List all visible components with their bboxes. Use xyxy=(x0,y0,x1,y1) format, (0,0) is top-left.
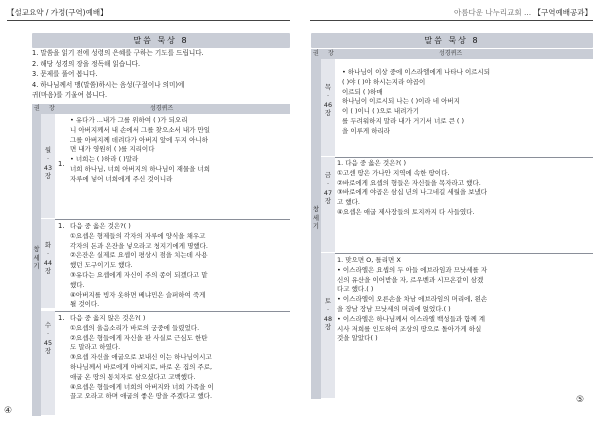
quiz-line: ①요셉은 형제들의 각자의 자루에 양식을 채우고 xyxy=(70,231,206,240)
quiz-line: 시사 저희를 인도하여 조상의 땅으로 돌아가게 하실 xyxy=(337,324,482,333)
quiz-line: 니 아버지께서 내 손에서 그를 찾으소서 내가 만일 xyxy=(70,125,211,134)
quiz-line: 다음 중 옳지 않은 것은?( ) xyxy=(70,314,146,322)
quiz-line: ③유다는 요셉에게 자신이 주의 종이 되겠다고 맡 xyxy=(70,270,208,279)
day-cell-thu xyxy=(321,59,335,157)
quiz-line: ②은잔은 실제로 요셉이 평상시 점을 치는데 사용 xyxy=(70,251,208,260)
question-number: 1. xyxy=(58,222,65,230)
quiz-line: 했던 도구이기도 했다. xyxy=(70,261,133,270)
quiz-line: • 이스라엘은 하나님께서 이스라엘 백성들과 함께 계 xyxy=(337,314,486,323)
quiz-line: • 유다가 ...내가 그를 위하여 ( )가 되오리 xyxy=(70,116,188,124)
right-section-title: 말씀 묵상 8 xyxy=(311,33,593,48)
intro-line: 1. 말씀을 읽기 전에 성령의 은혜를 구하는 기도를 드립니다. xyxy=(32,49,204,57)
quiz-line: 면 내가 영원히 ( )를 지리이다 xyxy=(70,145,155,154)
quiz-line: 이 ( )이니 ( )으로 내려가기 xyxy=(342,107,419,116)
quiz-line: 그를 아버지께 데려다가 아버지 앞에 두지 아니하 xyxy=(70,135,208,144)
quiz-line: • 이스라엘은 요셉의 두 아들 에브라임과 므낫세를 자 xyxy=(337,265,488,274)
quiz-content-tue xyxy=(70,222,208,310)
quiz-line: 다음 중 옳은 것은?( ) xyxy=(70,222,131,230)
intro-line: 4. 하나님께서 맹(말씀)하시는 음성(구절이나 의미)에 xyxy=(32,80,185,89)
column-jang: 장 xyxy=(49,105,55,112)
header-right-title: 【구역예배공과】 xyxy=(533,8,592,17)
quiz-content-fri xyxy=(337,159,487,218)
quiz-line: 신의 유산을 이어받을 자, 르우벤과 시므온같이 삼겠 xyxy=(337,275,484,284)
quiz-line: 자루에 넣어 너희에게 주신 것이니라 xyxy=(70,174,173,183)
quiz-content-thu xyxy=(342,68,490,137)
question-number: 1. xyxy=(58,160,65,168)
left-intro-instructions xyxy=(32,48,290,101)
column-quiz: 성경퀴즈 xyxy=(439,50,463,57)
right-column-header xyxy=(311,49,593,59)
question-number: 1. xyxy=(58,314,65,322)
day-label: 수 · 45 장 xyxy=(43,321,53,356)
header-right xyxy=(454,7,592,18)
column-jang: 장 xyxy=(328,50,334,57)
quiz-line: ③바로에게 야곱은 삼십 년의 나그네길 세월을 보냈다 xyxy=(337,188,488,197)
quiz-line: ③요셉 자신을 애굽으로 보내신 이는 하나님이시고 xyxy=(70,353,212,362)
left-page-number: ④ xyxy=(4,406,13,416)
day-label: 월 · 43 장 xyxy=(43,146,53,181)
quiz-content-sat xyxy=(337,256,487,344)
quiz-line: 을 이루게 하리라 xyxy=(342,126,391,135)
row-divider xyxy=(335,253,593,254)
day-cell-fri xyxy=(321,157,335,253)
quiz-content-mon xyxy=(70,116,210,185)
quiz-line: 것을 알았다( ) xyxy=(337,334,378,343)
quiz-line: 너희 하나님, 너희 아버지의 하나님이 재물을 너희 xyxy=(70,164,211,173)
header-rule-right xyxy=(310,20,593,21)
row-divider xyxy=(55,311,290,312)
day-label: 금 · 47 장 xyxy=(323,171,333,206)
quiz-line: 도 말라고 하였다. xyxy=(70,343,121,352)
right-book-label: 창 세 기 xyxy=(312,205,320,231)
quiz-line: ①고센 땅은 가나안 지역에 속한 땅이다. xyxy=(337,168,450,177)
quiz-line: • 하나님이 이상 중에 이스라엘에게 나타나 이르시되 xyxy=(342,68,491,76)
quiz-line: 각자의 돈과 은잔을 넣으라고 청지기에게 명했다. xyxy=(70,241,208,250)
header-church-name: 아름다운 나누리교회 ... xyxy=(454,8,532,17)
quiz-line: ②요셉은 형들에게 자신을 판 사실로 근심도 한탄 xyxy=(70,333,208,342)
quiz-line: 하나님께서 바로에게 아버지로, 바로 온 집의 주로, xyxy=(70,362,213,371)
quiz-line: 를 두려워하지 말라 내가 거기서 너로 큰 ( ) xyxy=(342,116,465,125)
left-section-title: 말씀 묵상 8 xyxy=(32,33,290,48)
quiz-line: 을 장남 장남 므낫세의 머리에 얹었다.( ) xyxy=(337,304,451,313)
day-cell-mon xyxy=(41,114,55,219)
row-divider xyxy=(55,219,290,220)
quiz-line: ④요셉은 형들에게 너희의 아버지와 너희 가족을 이 xyxy=(70,382,214,391)
left-book-label: 창 세 기 xyxy=(33,245,40,271)
quiz-line: ④요셉은 애굽 제사장들의 토지까지 다 사들였다. xyxy=(337,207,475,216)
header-rule-left xyxy=(7,20,290,21)
quiz-line: ①요셉의 울음소리가 바로의 궁중에 들렸었다. xyxy=(70,323,200,332)
quiz-line: 끌고 오라고 하며 애굽의 좋은 땅을 주겠다고 했다. xyxy=(70,392,213,401)
quiz-line: 고 했다. xyxy=(337,198,360,207)
quiz-line: 1. 맞으면 O, 틀리면 X xyxy=(337,256,401,264)
intro-line: 귀(마음)를 기울여 봅니다. xyxy=(32,91,108,100)
quiz-line: 하나님이 이르시되 나는 ( )이라 네 아버지 xyxy=(342,97,460,106)
quiz-line: 다고 했다.( ) xyxy=(337,285,374,294)
quiz-line: • 너희는 ( )하라 ( )말라 xyxy=(70,155,139,164)
quiz-line: 될 것이다. xyxy=(70,300,100,309)
day-label: 목 · 46 장 xyxy=(323,83,333,118)
intro-line: 2. 해당 성경의 장을 정독해 읽습니다. xyxy=(32,59,141,68)
quiz-line: ④아버지를 빙자 옷하면 베냐민은 슬퍼하여 죽게 xyxy=(70,290,206,299)
column-kwon: 권 xyxy=(313,50,319,57)
quiz-content-wed xyxy=(70,314,214,402)
left-column-header xyxy=(32,104,290,114)
intro-line: 3. 문제를 풀어 봅니다. xyxy=(32,70,98,79)
right-page-number: ⑤ xyxy=(576,395,585,405)
day-label: 화 · 44 장 xyxy=(43,241,53,276)
quiz-line: 1. 다음 중 옳은 것은?( ) xyxy=(337,159,407,167)
column-kwon: 권 xyxy=(34,105,40,112)
quiz-line: ②바로에게 요셉의 형들은 자신들을 목자라고 했다. xyxy=(337,178,481,187)
quiz-line: ( )야 ( )야 하시는지라 야곱이 xyxy=(342,77,426,86)
row-divider xyxy=(335,157,593,158)
quiz-line: • 이스라엘이 오른손을 차남 에브라임의 머리에, 왼손 xyxy=(337,295,488,304)
quiz-line: 했다. xyxy=(70,280,85,289)
quiz-line: 애굽 온 땅의 통치자로 삼으셨다고 고백했다. xyxy=(70,372,196,381)
day-cell-sat xyxy=(321,253,335,399)
header-left-title: 【설교요약 / 가정(구역)예배】 xyxy=(7,8,108,17)
day-cell-wed xyxy=(41,311,55,416)
day-label: 토 · 48 장 xyxy=(323,297,333,332)
day-cell-tue xyxy=(41,219,55,309)
column-quiz: 성경퀴즈 xyxy=(150,105,174,112)
quiz-line: 이르되 ( )하매 xyxy=(342,87,383,96)
